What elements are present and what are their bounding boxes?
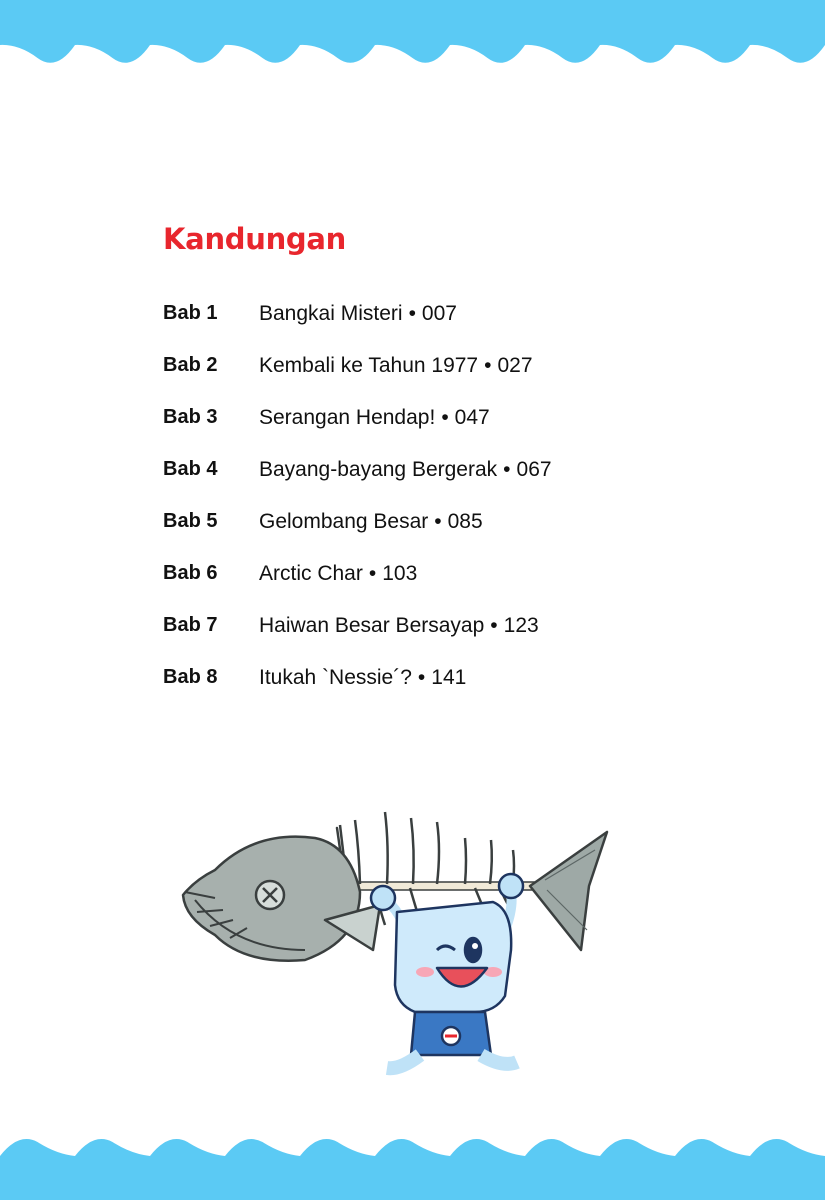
page-number: 067 bbox=[516, 458, 552, 481]
table-of-contents bbox=[163, 300, 683, 716]
chapter-entry bbox=[259, 510, 483, 534]
chapter-number: Bab 5 bbox=[163, 510, 218, 532]
toc-item[interactable] bbox=[163, 508, 683, 560]
chapter-number: Bab 2 bbox=[163, 354, 218, 376]
toc-item[interactable] bbox=[163, 404, 683, 456]
robot-mascot bbox=[371, 874, 523, 1068]
chapter-title: Itukah `Nessie´? bbox=[259, 666, 412, 689]
chapter-number: Bab 4 bbox=[163, 458, 218, 480]
bullet-separator: • bbox=[484, 354, 492, 377]
bullet-separator: • bbox=[503, 458, 511, 481]
fish-skeleton-robot-illustration bbox=[175, 800, 615, 1090]
top-wave-border bbox=[0, 0, 825, 80]
bullet-separator: • bbox=[441, 406, 449, 429]
chapter-entry bbox=[259, 458, 552, 482]
bullet-separator: • bbox=[368, 562, 377, 585]
chapter-title: Serangan Hendap! bbox=[259, 406, 436, 429]
page-number: 103 bbox=[382, 562, 418, 585]
toc-item[interactable] bbox=[163, 560, 683, 612]
page-title: Kandungan bbox=[163, 222, 347, 256]
fish-skeleton bbox=[183, 812, 607, 961]
page-number: 123 bbox=[503, 614, 539, 637]
toc-item[interactable] bbox=[163, 456, 683, 508]
chapter-title: Haiwan Besar Bersayap bbox=[259, 614, 485, 637]
toc-item[interactable] bbox=[163, 352, 683, 404]
chapter-entry bbox=[259, 354, 533, 378]
chapter-number: Bab 3 bbox=[163, 406, 218, 428]
bullet-separator: • bbox=[490, 614, 498, 637]
chapter-number: Bab 1 bbox=[163, 302, 218, 324]
chapter-entry bbox=[259, 406, 490, 430]
toc-item[interactable] bbox=[163, 300, 683, 352]
chapter-number: Bab 8 bbox=[163, 666, 218, 688]
chapter-number: Bab 7 bbox=[163, 614, 218, 636]
chapter-entry bbox=[259, 666, 466, 690]
toc-item[interactable] bbox=[163, 664, 683, 716]
page-number: 047 bbox=[454, 406, 490, 429]
page-number: 027 bbox=[497, 354, 533, 377]
chapter-entry bbox=[259, 302, 457, 326]
page-number: 007 bbox=[421, 302, 457, 325]
chapter-title: Bayang-bayang Bergerak bbox=[259, 458, 498, 481]
chapter-title: Gelombang Besar bbox=[259, 510, 429, 533]
toc-item[interactable] bbox=[163, 612, 683, 664]
bullet-separator: • bbox=[434, 510, 442, 533]
chapter-entry bbox=[259, 614, 539, 638]
bullet-separator: • bbox=[417, 666, 426, 689]
bottom-wave-border bbox=[0, 1128, 825, 1200]
page-number: 085 bbox=[447, 510, 483, 533]
chapter-entry bbox=[259, 562, 417, 586]
bullet-separator: • bbox=[408, 302, 416, 325]
chapter-title: Arctic Char bbox=[259, 562, 363, 585]
page-number: 141 bbox=[431, 666, 467, 689]
chapter-number: Bab 6 bbox=[163, 562, 218, 584]
chapter-title: Bangkai Misteri bbox=[259, 302, 403, 325]
chapter-title: Kembali ke Tahun 1977 bbox=[259, 354, 479, 377]
